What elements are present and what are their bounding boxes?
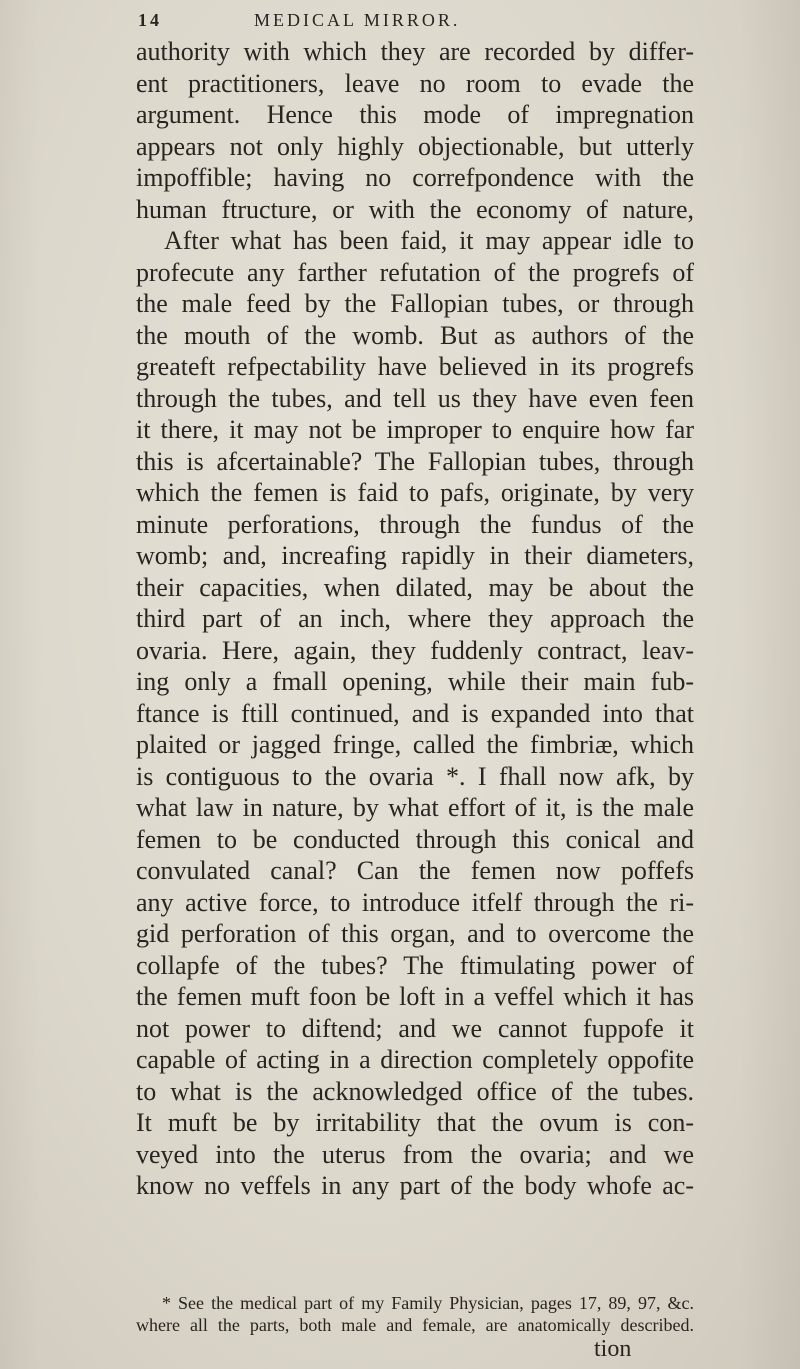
text-line: profecute any farther refutation of the progrefs of bbox=[136, 257, 694, 287]
text-line: the male feed by the Fallopian tubes, or through bbox=[136, 289, 694, 318]
text-line: know no veffels in any part of the body whofe ac- bbox=[136, 1171, 694, 1200]
text-line: minute perforations, through the fundus of the bbox=[136, 509, 694, 539]
text-line: It muft be by irritability that the ovum is con- bbox=[136, 1108, 694, 1137]
text-line: which the femen is faid to pafs, originate, by very bbox=[136, 478, 694, 507]
text-line: argument. Hence this mode of impregnation bbox=[136, 100, 694, 129]
text-line: appears not only highly objectionable, but utterly bbox=[136, 131, 694, 161]
text-line: ovaria. Here, again, they fuddenly contract, leav- bbox=[136, 635, 694, 665]
page-header bbox=[138, 10, 658, 34]
text-line: their capacities, when dilated, may be about the bbox=[136, 572, 694, 602]
text-line: to what is the acknowledged office of the tubes. bbox=[136, 1076, 694, 1106]
footnote bbox=[136, 1292, 694, 1336]
text-line: this is afcertainable? The Fallopian tubes, through bbox=[136, 446, 694, 476]
text-line: plaited or jagged fringe, called the fimbriæ, which bbox=[136, 730, 694, 759]
text-line: authority with which they are recorded by differ- bbox=[136, 37, 694, 66]
footnote-line: where all the parts, both male and female, are anatomically described. bbox=[136, 1315, 694, 1335]
text-line: it there, it may not be improper to enquire how far bbox=[136, 415, 694, 444]
text-line: any active force, to introduce itfelf through the ri- bbox=[136, 887, 694, 917]
catchword: tion bbox=[594, 1336, 632, 1362]
text-line: human ftructure, or with the economy of nature, bbox=[136, 194, 694, 224]
page-edge-shadow bbox=[740, 0, 800, 1369]
text-line: third part of an inch, where they approach the bbox=[136, 604, 694, 633]
text-line: After what has been faid, it may appear idle to bbox=[164, 226, 694, 255]
text-line: womb; and, increafing rapidly in their diameters, bbox=[136, 541, 694, 570]
text-line: impoffible; having no correfpondence with the bbox=[136, 163, 694, 192]
text-line: the femen muft foon be loft in a veffel which it has bbox=[136, 982, 694, 1011]
text-line: ent practitioners, leave no room to evade the bbox=[136, 68, 694, 98]
body-text bbox=[136, 36, 694, 1202]
footnote-line: * See the medical part of my Family Physician, pages 17, 89, 97, &c. bbox=[162, 1293, 694, 1313]
text-line: not power to diftend; and we cannot fuppofe it bbox=[136, 1013, 694, 1043]
text-line: gid perforation of this organ, and to overcome the bbox=[136, 919, 694, 948]
text-line: ing only a fmall opening, while their main fub- bbox=[136, 667, 694, 696]
text-line: veyed into the uterus from the ovaria; and we bbox=[136, 1139, 694, 1169]
text-line: the mouth of the womb. But as authors of the bbox=[136, 320, 694, 350]
text-line: what law in nature, by what effort of it, is the male bbox=[136, 793, 694, 822]
text-line: convulated canal? Can the femen now poffefs bbox=[136, 856, 694, 885]
text-line: greateft refpectability have believed in its progrefs bbox=[136, 352, 694, 381]
text-line: femen to be conducted through this conical and bbox=[136, 824, 694, 854]
text-line: through the tubes, and tell us they have even feen bbox=[136, 383, 694, 413]
text-line: is contiguous to the ovaria *. I fhall now afk, by bbox=[136, 761, 694, 791]
running-head: MEDICAL MIRROR. bbox=[254, 10, 461, 30]
page-gutter-shadow bbox=[0, 0, 40, 1369]
text-line: collapfe of the tubes? The ftimulating power of bbox=[136, 950, 694, 980]
page-number: 14 bbox=[138, 10, 162, 30]
text-line: ftance is ftill continued, and is expanded into that bbox=[136, 698, 694, 728]
text-line: capable of acting in a direction completely oppofite bbox=[136, 1045, 694, 1074]
